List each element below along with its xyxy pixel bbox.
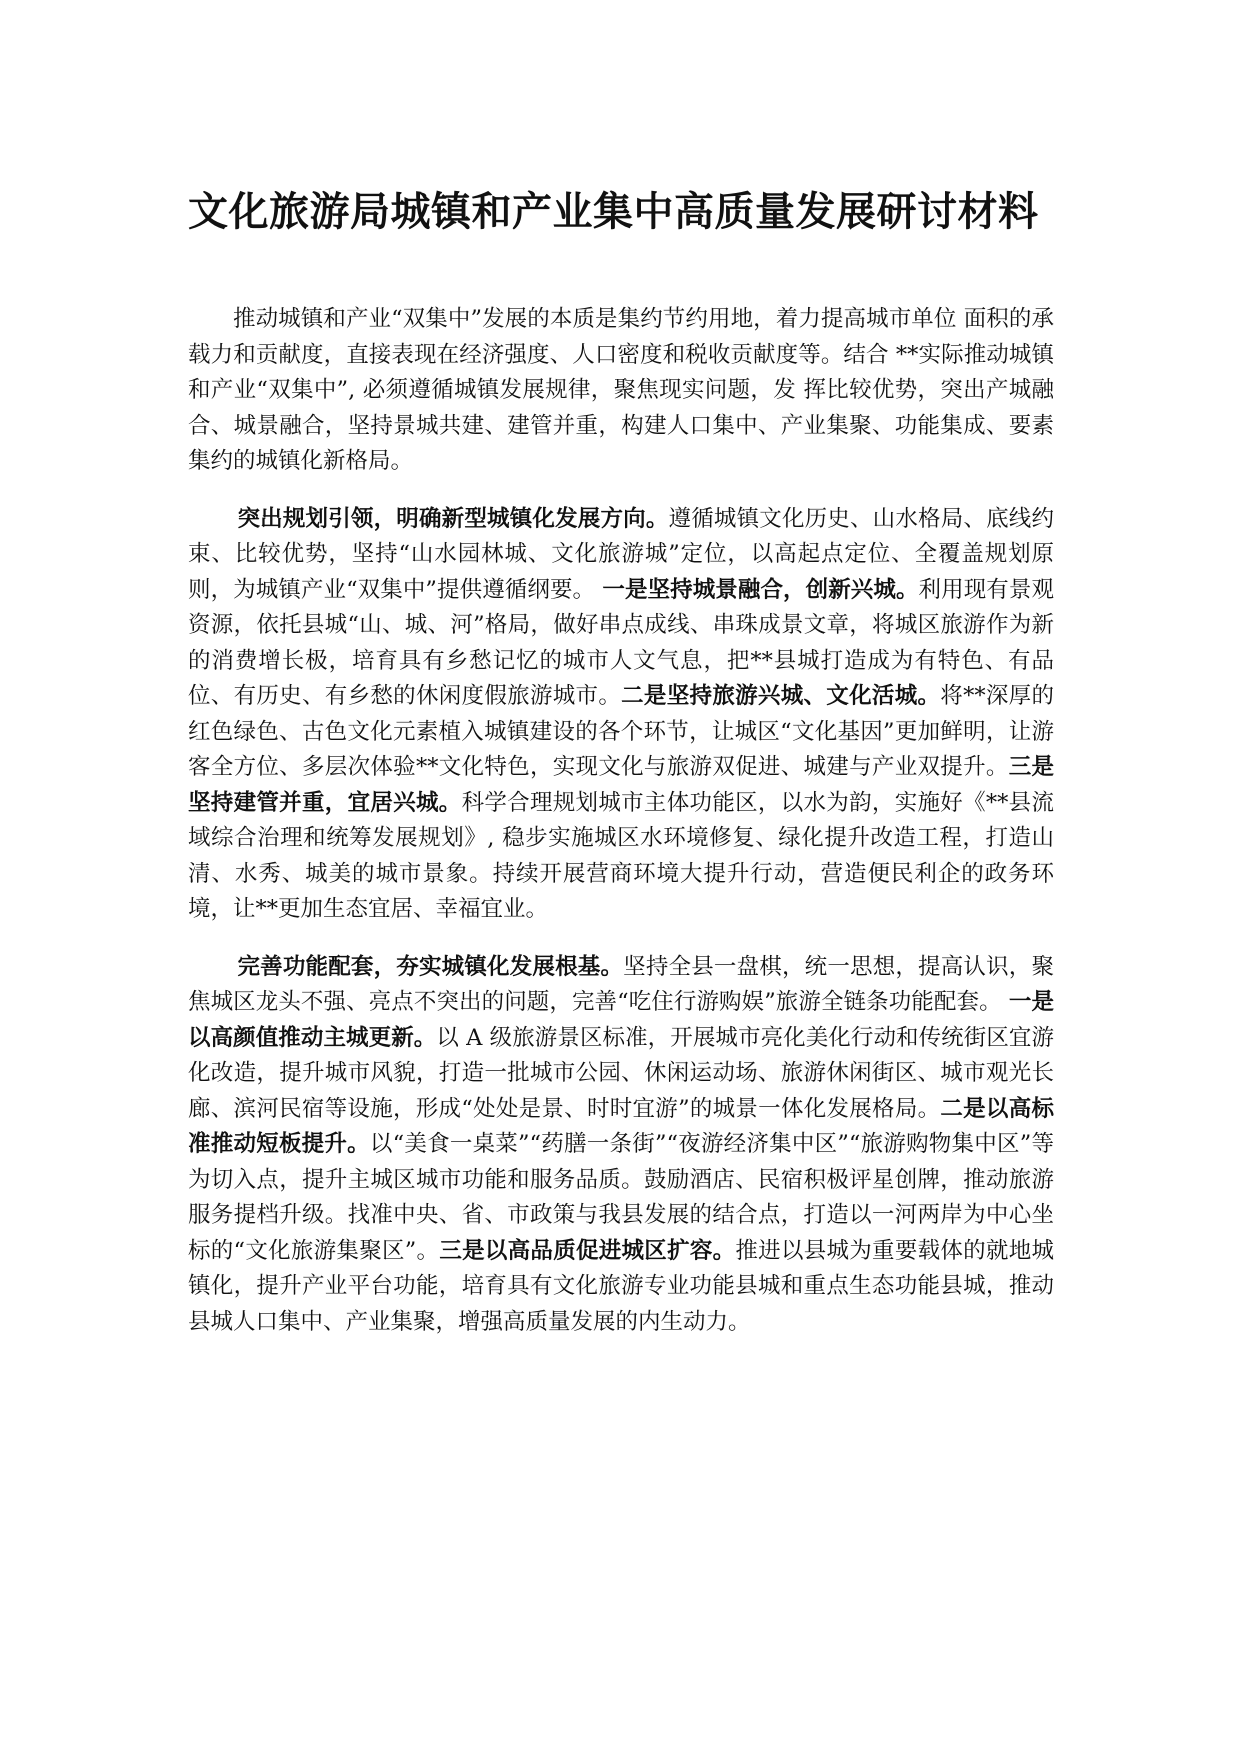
planning-lead-text: 遵循城镇文化历史、山水格局、底线约束、比较优势，坚持“山水园林城、文化旅游城”定位，以高起点定位、全覆盖规划原则，为城镇产业“双集中”提供遵循纲要。 [188,505,1054,603]
function-text-3: 推进以县城为重要载体的就地城镇化，提升产业平台功能，培育具有文化旅游专业功能县城和重点生态功能县城，推动县城人口集中、产业集聚，增强高质量发展的内生动力。 [188,1237,1054,1335]
planning-text-3: 科学合理规划城市主体功能区，以水为韵，实施好《**县流域综合治理和统筹发展规划》, 稳步实施城区水环境修复、绿化提升改造工程，打造山清、水秀、城美的城市景象。持续开展营商环境大提升行动，营造便民利企的政务环境，让**更加生态宜居、幸福宜业。 [188,789,1054,922]
planning-text-1: 利用现有景观资源，依托县城“山、城、河”格局，做好串点成线、串珠成景文章，将城区旅游作为新的消费增长极，培育具有乡愁记忆的城市人文气息，把**县城打造成为有特色、有品位、有历史、有乡愁的休闲度假旅游城市。 [188,576,1054,709]
planning-point-3: 三是坚持建管并重，宜居兴城。 [188,754,1054,816]
document-body [188,302,1054,1362]
intro-paragraph [188,302,1054,480]
planning-lead: 突出规划引领，明确新型城镇化发展方向。 [237,505,669,532]
function-point-3: 三是以高品质促进城区扩容。 [439,1237,736,1264]
function-point-2: 二是以高标准推动短板提升。 [188,1095,1054,1157]
function-lead-text: 坚持全县一盘棋，统一思想，提高认识，聚焦城区龙头不强、亮点不突出的问题，完善“吃住行游购娱”旅游全链条功能配套。 [188,953,1054,1015]
function-lead: 完善功能配套，夯实城镇化发展根基。 [237,953,624,980]
document-title: 文化旅游局城镇和产业集中高质量发展研讨材料 [188,188,1039,235]
planning-point-2: 二是坚持旅游兴城、文化活城。 [621,683,941,709]
planning-text-2: 将**深厚的红色绿色、古色文化元素植入城镇建设的各个环节，让城区“文化基因”更加鲜明，让游客全方位、多层次体验**文化特色，实现文化与旅游双促进、城建与产业双提升。 [188,683,1054,780]
planning-point-1: 一是坚持城景融合，创新兴城。 [602,576,919,603]
function-text-2: 以“美食一桌菜”“药膳一条街”“夜游经济集中区”“旅游购物集中区”等为切入点，提升主城区城市功能和服务品质。鼓励酒店、民宿积极评星创牌，推动旅游服务提档升级。找准中央、省、市政策与我县发展的结合点，打造以一河两岸为中心坐标的“文化旅游集聚区”。 [188,1131,1054,1264]
function-text-1: 以 A 级旅游景区标准，开展城市亮化美化行动和传统街区宜游化改造，提升城市风貌，打造一批城市公园、休闲运动场、旅游休闲街区、城市观光长廊、滨河民宿等设施，形成“处处是景、时时宜游”的城景一体化发展格局。 [188,1024,1054,1122]
intro-text: 推动城镇和产业“双集中”发展的本质是集约节约用地，着力提高城市单位 面积的承载力和贡献度，直接表现在经济强度、人口密度和税收贡献度等。结合 **实际推动城镇和产业“双集中”, 必须遵循城镇发展规律，聚焦现实问题，发 挥比较优势，突出产城融合、城景融合，坚持景城共建、建管并重，构建人口集中、产业集聚、功能集成、要素集约的城镇化新格局。 [188,306,1054,474]
function-point-1: 一是以高颜值推动主城更新。 [188,989,1054,1051]
planning-paragraph [188,502,1054,928]
function-paragraph [188,950,1054,1341]
